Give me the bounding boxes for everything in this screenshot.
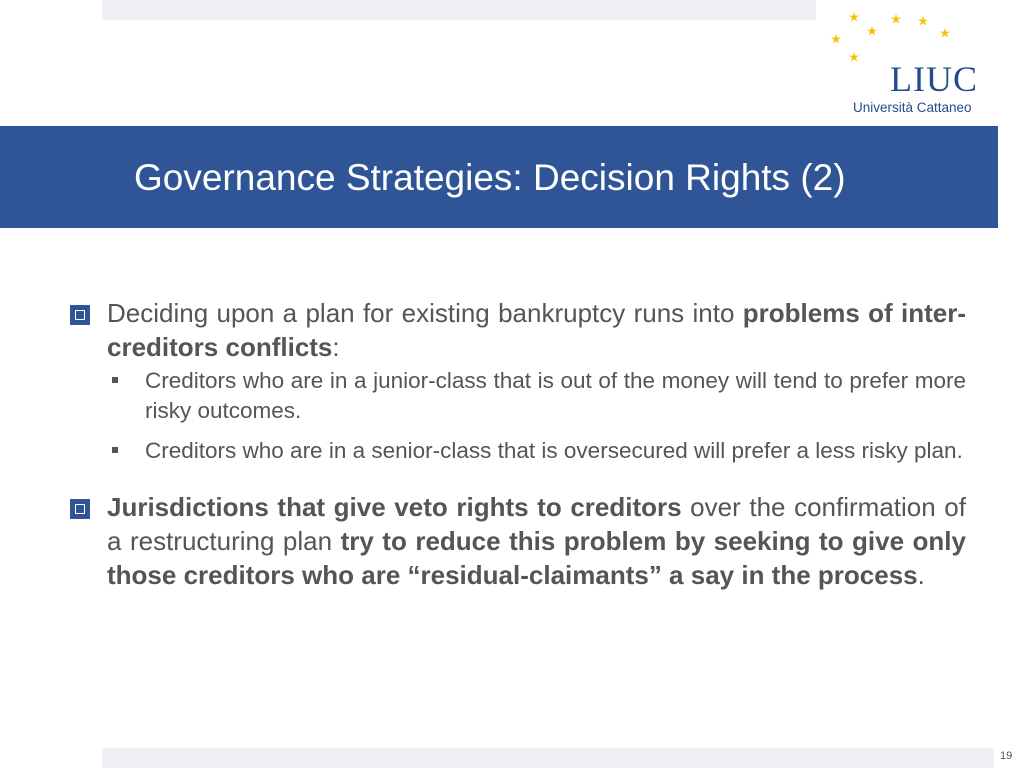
bullet-item — [70, 296, 966, 364]
logo-subtitle: Università Cattaneo — [853, 100, 972, 115]
sub-bullet-item — [107, 436, 966, 466]
bullet-text: Jurisdictions that give veto rights to creditors over the confirmation of a restructuring plan try to reduce this problem by seeking to give only those creditors who are “residual-claimants” a say in the process. — [107, 492, 966, 590]
bullet-text: Deciding upon a plan for existing bankruptcy runs into problems of inter-creditors conflicts: — [107, 298, 966, 362]
sub-bullet-item — [107, 366, 966, 426]
slide-title: Governance Strategies: Decision Rights (2) — [134, 157, 846, 198]
liuc-logo — [826, 10, 996, 120]
logo-wordmark: LIUC — [890, 59, 978, 99]
bullet-item — [70, 490, 966, 592]
sub-bullet-list — [107, 366, 966, 466]
bottom-decor-strip — [102, 748, 994, 768]
page-number: 19 — [1000, 750, 1013, 762]
top-decor-strip — [102, 0, 816, 20]
sub-bullet-text: Creditors who are in a senior-class that is oversecured will prefer a less risky plan. — [145, 438, 963, 463]
square-bullet-icon — [70, 499, 90, 519]
sub-bullet-text: Creditors who are in a junior-class that is out of the money will tend to prefer more risky outcomes. — [145, 368, 966, 423]
slide-content — [70, 296, 966, 592]
small-square-bullet-icon — [112, 377, 118, 383]
small-square-bullet-icon — [112, 447, 118, 453]
square-bullet-icon — [70, 305, 90, 325]
